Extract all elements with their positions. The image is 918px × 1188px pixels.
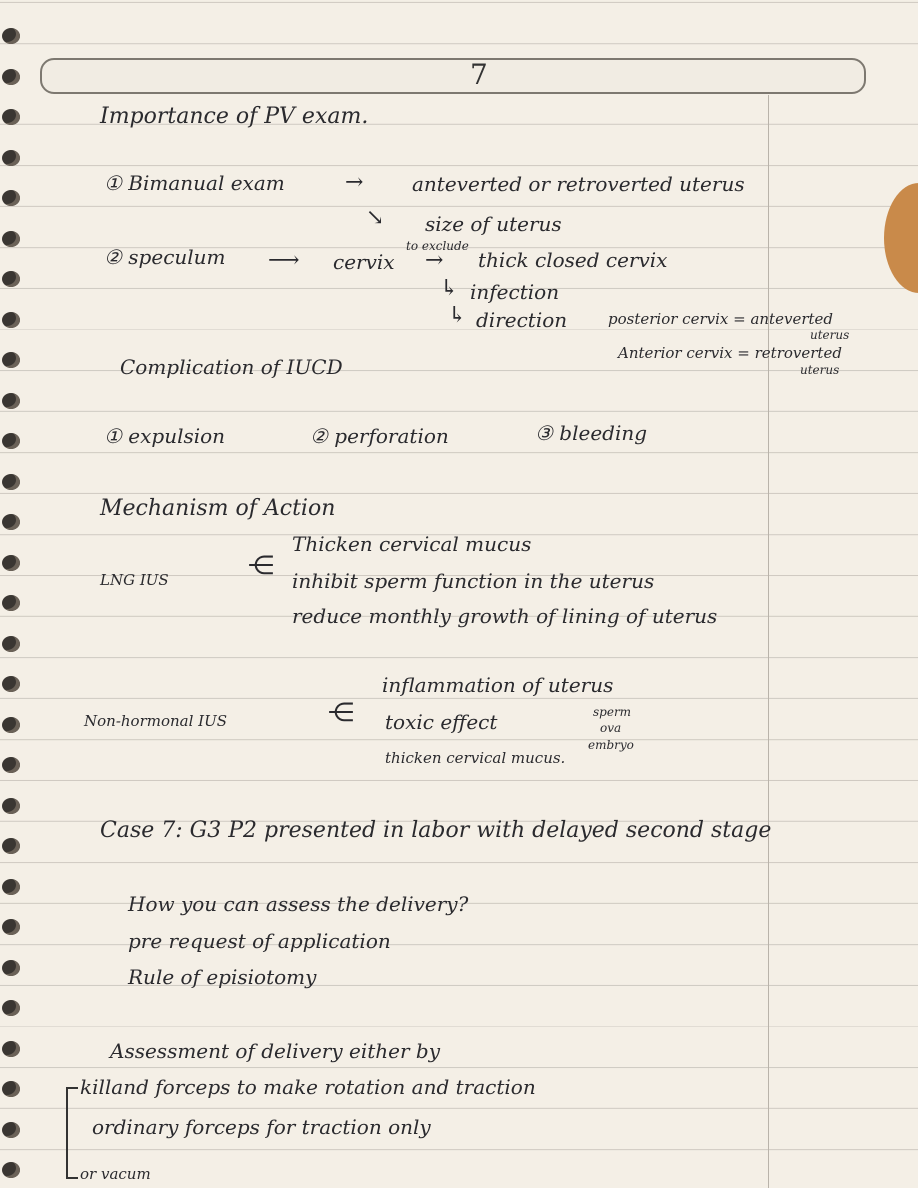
binding-hole [2,676,20,692]
nh-2c: embryo [588,738,634,752]
arrow: → [345,170,364,195]
pv-exam-title: Importance of PV exam. [100,104,369,129]
page-number: 7 [470,58,488,91]
assessment-3: or vacum [80,1165,151,1183]
assessment-2: ordinary forceps for traction only [92,1115,431,1139]
nh-1: inflammation of uterus [382,673,614,697]
bimanual-a: anteverted or retroverted uterus [412,172,745,196]
lng-2: inhibit sperm function in the uterus [292,569,655,593]
lng-3: reduce monthly growth of lining of uterus [292,604,718,628]
binding-hole [2,514,20,530]
bimanual-label: ① Bimanual exam [104,171,285,195]
nh-2a: sperm [593,705,632,719]
nh-2b: ova [600,721,622,735]
arrow-fan: ⋲ [328,698,354,728]
arrow-fan: ⋲ [248,551,274,581]
binding-hole [2,757,20,773]
binding-hole [2,352,20,368]
spiral-binding [0,0,34,1188]
binding-hole [2,433,20,449]
speculum-label: ② speculum [104,245,226,269]
hole-punch [884,183,918,293]
binding-hole [2,1162,20,1178]
binding-hole [2,838,20,854]
binding-hole [2,312,20,328]
binding-hole [2,69,20,85]
arrow: → [359,202,390,234]
anterior-note: Anterior cervix = retroverted [618,344,842,362]
binding-hole [2,190,20,206]
speculum-a: thick closed cervix [478,248,668,272]
binding-hole [2,28,20,44]
assessment-1: killand forceps to make rotation and traction [80,1075,536,1099]
anterior-cont: uterus [800,363,840,377]
nonhormonal-label: Non-hormonal IUS [84,712,228,730]
binding-hole [2,717,20,733]
speculum-target: cervix [333,250,395,274]
speculum-b: infection [470,280,560,304]
binding-hole [2,393,20,409]
binding-hole [2,231,20,247]
arrow: ⟶ [268,248,300,273]
bimanual-b: size of uterus [425,212,562,236]
binding-hole [2,474,20,490]
binding-hole [2,150,20,166]
complication-title: Complication of IUCD [120,355,343,379]
mechanism-title: Mechanism of Action [100,496,336,521]
arrow: ↳ [440,276,459,301]
posterior-note: posterior cervix = anteverted [608,310,833,328]
case-q3: Rule of episiotomy [128,965,317,989]
lng-1: Thicken cervical mucus [292,532,532,556]
complication-2: ② perforation [310,424,449,448]
case-title: Case 7: G3 P2 presented in labor with delayed second stage [100,818,772,843]
binding-hole [2,1000,20,1016]
binding-hole [2,960,20,976]
case-q1: How you can assess the delivery? [128,892,469,916]
header-band [40,58,866,94]
binding-hole [2,595,20,611]
complication-1: ① expulsion [104,424,226,448]
nh-3: thicken cervical mucus. [385,749,566,767]
assessment-title: Assessment of delivery either by [110,1039,440,1063]
complication-3: ③ bleeding [535,421,648,445]
margin-line [768,95,769,1188]
binding-hole [2,555,20,571]
binding-hole [2,798,20,814]
binding-hole [2,919,20,935]
case-q2: pre request of application [128,929,391,953]
binding-hole [2,271,20,287]
binding-hole [2,1122,20,1138]
nh-2: toxic effect [385,710,498,734]
arrow: ↳ [448,303,467,328]
speculum-c: direction [476,308,568,332]
binding-hole [2,1041,20,1057]
posterior-cont: uterus [810,328,850,342]
lng-label: LNG IUS [100,571,169,589]
bracket [66,1087,78,1179]
binding-hole [2,1081,20,1097]
to-exclude-note: to exclude [406,239,469,253]
arrow: → [425,248,444,273]
binding-hole [2,109,20,125]
binding-hole [2,879,20,895]
binding-hole [2,636,20,652]
